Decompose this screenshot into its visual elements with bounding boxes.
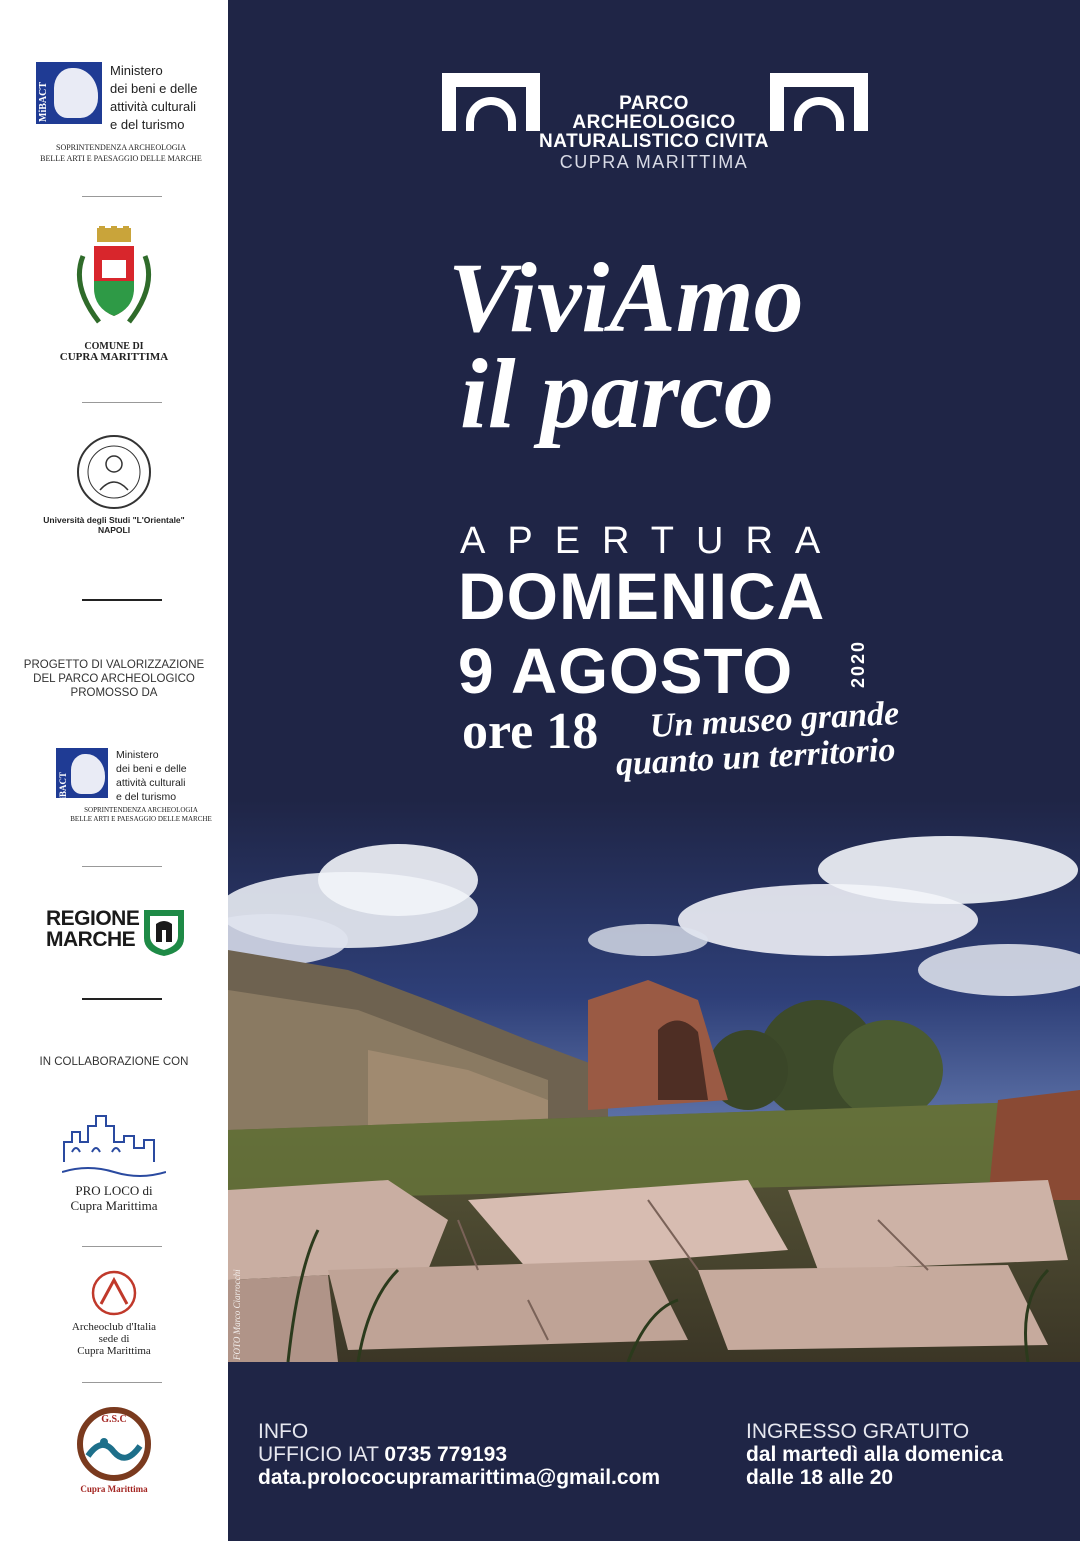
gsc-block [0, 1406, 228, 1494]
archeoclub-block [0, 1270, 228, 1357]
mibact-head-icon [71, 754, 105, 794]
soprintendenza-text: SOPRINTENDENZA ARCHEOLOGIA BELLE ARTI E PAESAGGIO DELLE MARCHE [40, 143, 202, 163]
event-time: ore 18 [462, 703, 599, 760]
gsc-badge-icon: G.S.C [74, 1406, 154, 1482]
proloco-block [0, 1112, 228, 1213]
university-name: Università degli Studi "L'Orientale" NAPOLI [43, 515, 185, 535]
ruins-photo [228, 800, 1080, 1362]
regione-shield-icon [142, 908, 186, 958]
university-block [0, 434, 228, 535]
proloco-name: PRO LOCO di Cupra Marittima [70, 1183, 158, 1213]
park-name-line1: PARCO [619, 93, 689, 114]
tagline-line1: Un museo grande [649, 694, 900, 745]
poster-main [228, 0, 1080, 1541]
info-email: data.prolococupramarittima@gmail.com [258, 1466, 661, 1489]
divider [82, 599, 162, 601]
comune-block [0, 226, 228, 363]
regione-marche-logo [46, 908, 196, 960]
event-date: 9 AGOSTO [458, 635, 794, 707]
collab-label: IN COLLABORAZIONE CON [39, 1056, 189, 1068]
archeoclub-name: Archeoclub d'Italia sede di Cupra Marittima [71, 1321, 157, 1357]
archeoclub-logo-icon [89, 1270, 139, 1316]
apertura-text: APERTURA [460, 520, 843, 562]
entry-label: INGRESSO GRATUITO [746, 1420, 970, 1443]
entry-block [746, 1420, 1003, 1489]
university-seal-icon [76, 434, 152, 510]
entry-hours: dalle 18 alle 20 [746, 1466, 894, 1489]
event-year: 2020 [848, 640, 868, 689]
mibact-name: Ministero dei beni e delle attività culturali e del turismo [110, 63, 198, 132]
park-name-line3: NATURALISTICO CIVITA [539, 131, 769, 152]
mibact-logo-text: MiBACT [58, 772, 68, 808]
mibact-logo [36, 62, 102, 124]
proloco-skyline-icon [62, 1112, 166, 1178]
info-block [258, 1420, 660, 1489]
divider [82, 1382, 162, 1383]
tagline-line2: quanto un territorio [615, 731, 897, 783]
entry-days: dal martedì alla domenica [746, 1443, 1003, 1466]
divider [82, 402, 162, 403]
comune-name: COMUNE DI CUPRA MARITTIMA [59, 341, 169, 363]
project-text: PROGETTO DI VALORIZZAZIONE DEL PARCO ARCHEOLOGICO PROMOSSO DA [23, 659, 205, 699]
divider [82, 196, 162, 197]
comune-crest-icon [69, 226, 159, 334]
mibact-logo-text: MiBACT [38, 82, 49, 122]
divider [82, 866, 162, 867]
regione-name: REGIONE MARCHE [46, 907, 140, 951]
mibact-name: Ministero dei beni e delle attività culturali e del turismo [116, 749, 187, 803]
photo-credit: FOTO Marco Ciarrocchi [232, 1269, 242, 1360]
mibact-logo [56, 748, 108, 808]
divider [82, 998, 162, 1000]
title-line2: il parco [460, 338, 774, 449]
park-city: CUPRA MARITTIMA [559, 152, 749, 172]
info-label: INFO [258, 1420, 309, 1443]
divider [82, 1246, 162, 1247]
park-name-line2: ARCHEOLOGICO [572, 112, 736, 133]
partner-sidebar [0, 0, 228, 1541]
title-line1: ViviAmo [448, 242, 804, 353]
info-phone-line: UFFICIO IAT 0735 779193 [258, 1443, 508, 1466]
mibact-head-icon [54, 68, 98, 118]
event-day: DOMENICA [458, 559, 826, 633]
soprintendenza-text: SOPRINTENDENZA ARCHEOLOGIA BELLE ARTI E PAESAGGIO DELLE MARCHE [70, 806, 212, 823]
gsc-caption: Cupra Marittima [80, 1484, 148, 1494]
